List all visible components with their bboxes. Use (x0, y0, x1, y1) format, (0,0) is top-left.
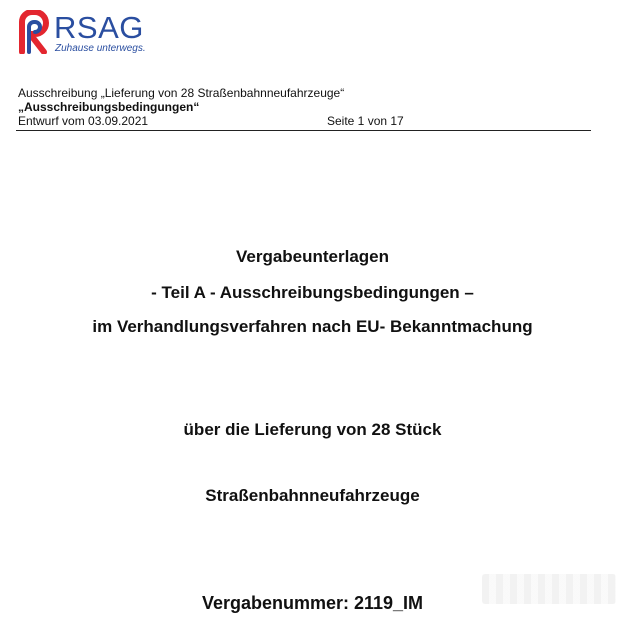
header-draft-date: Entwurf vom 03.09.2021 (18, 114, 149, 128)
logo-slogan: Zuhause unterwegs. (55, 43, 146, 54)
document-title: Vergabeunterlagen (235, 247, 390, 266)
rsag-logo-mark-icon (14, 10, 50, 54)
rsag-logo (14, 10, 174, 58)
header-section-title: „Ausschreibungsbedingungen“ (18, 100, 200, 114)
document-vehicles: Straßenbahnneufahrzeuge (205, 486, 420, 505)
document-delivery: über die Lieferung von 28 Stück (183, 420, 442, 439)
document-procedure: im Verhandlungsverfahren nach EU- Bekanntmachung (92, 317, 533, 336)
header-page-number: Seite 1 von 17 (327, 114, 404, 128)
header-meta-row (18, 114, 590, 128)
header-tender-title: Ausschreibung „Lieferung von 28 Straßenbahnneufahrzeuge“ (18, 86, 345, 100)
document-award-number: Vergabenummer: 2119_IM (201, 593, 424, 613)
blurred-watermark (482, 574, 616, 604)
document-header (18, 86, 590, 128)
header-divider (16, 130, 591, 131)
logo-name: RSAG (54, 10, 144, 45)
document-part: - Teil A - Ausschreibungsbedingungen – (151, 283, 474, 302)
